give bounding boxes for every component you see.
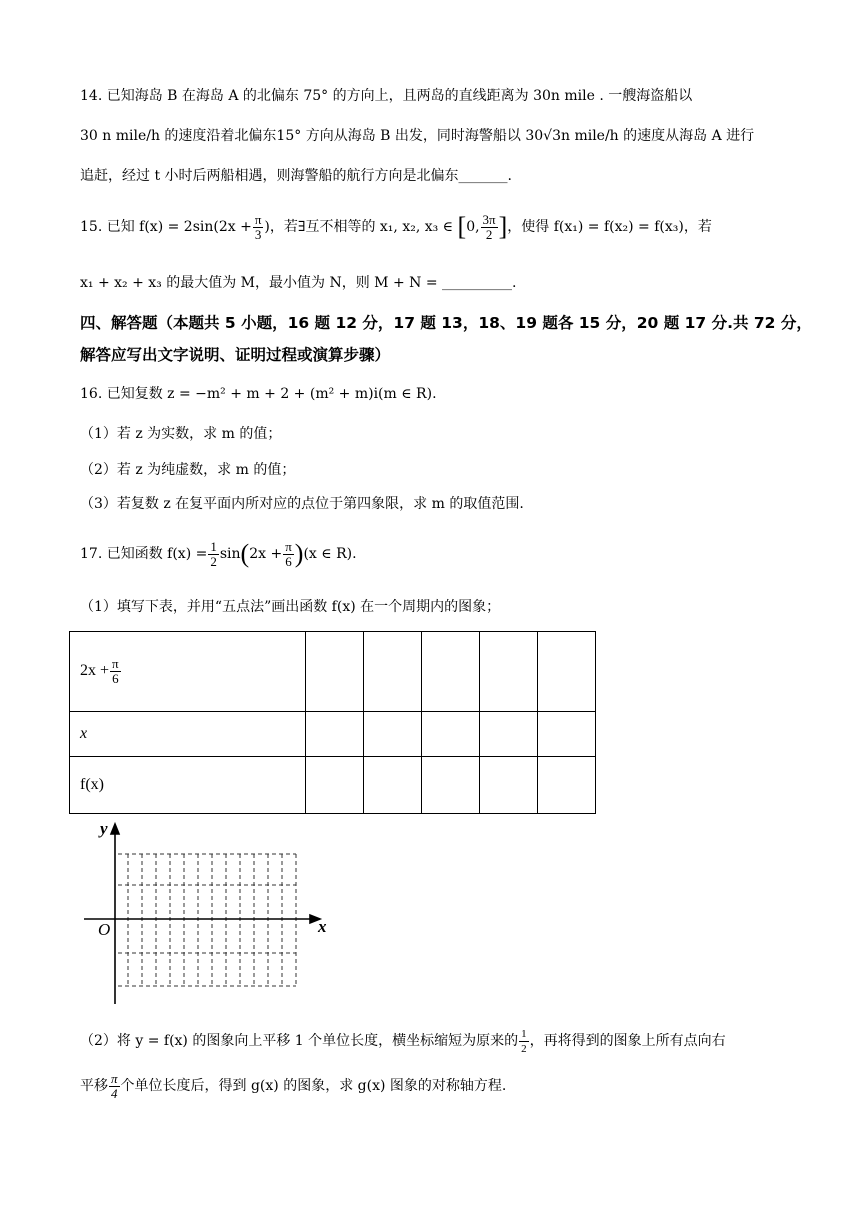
q17-part-2-pre: （2）将 y = f(x) 的图象向上平移 1 个单位长度，横坐标缩短为原来的 — [80, 1033, 519, 1049]
q16-part-1: （1）若 z 为实数，求 m 的值； — [80, 426, 282, 442]
q15-mid: )，若∃互不相等的 x₁, x₂, x₃ ∈ — [264, 219, 454, 235]
q15-post: ，使得 f(x₁) = f(x₂) = f(x₃)，若 — [507, 219, 712, 235]
table-cell[interactable] — [538, 712, 596, 757]
table-row — [70, 632, 596, 712]
q17-post: (x ∈ R). — [303, 546, 357, 562]
q15-pre: 15. 已知 f(x) = 2sin(2x + — [80, 219, 252, 235]
q17-half: $\frac{1}{2}$ — [210, 538, 217, 569]
axis-label-y: y — [100, 819, 108, 838]
five-point-table — [69, 631, 596, 814]
q16-stem: 16. 已知复数 z = −m² + m + 2 + (m² + m)i(m ∈ R). — [80, 386, 437, 402]
axis-label-x: x — [318, 917, 327, 936]
q17-part-3-pre: 平移 — [80, 1078, 108, 1094]
q17-part-2-line-1 — [80, 1026, 726, 1056]
table-cell[interactable] — [306, 757, 364, 814]
q17-pi-over-4: $\frac{\pi}{4}$ — [111, 1070, 118, 1101]
table-cell[interactable] — [538, 632, 596, 712]
q17-pi-over-6: $\frac{\pi}{6}$ — [285, 538, 292, 569]
q15-line-2: x₁ + x₂ + x₃ 的最大值为 M，最小值为 N，则 M + N = __________. — [80, 275, 517, 291]
q14-line-2: 30 n mile/h 的速度沿着北偏东15° 方向从海岛 B 出发，同时海警船以 30√3n mile/h 的速度从海岛 A 进行 — [80, 128, 755, 144]
q17-part-2-post: ，再将得到的图象上所有点向右 — [529, 1033, 726, 1049]
table-cell[interactable] — [364, 712, 422, 757]
section-4-heading-line-2: 解答应写出文字说明、证明过程或演算步骤） — [80, 346, 391, 364]
q17-part-1: （1）填写下表，并用“五点法”画出函数 f(x) 在一个周期内的图象； — [80, 599, 501, 615]
table-row — [70, 712, 596, 757]
q15-interval-left: 0, — [466, 219, 480, 235]
q17-part-3-post: 个单位长度后，得到 g(x) 的图象，求 g(x) 图象的对称轴方程. — [120, 1078, 507, 1094]
q15-line-1: 15. 已知 f(x) = 2sin(2x + $\frac{\pi}{3}$ )，若∃互不相等的 x₁, x₂, x₃ ∈ [0, $\frac{3\pi}{2}$ ]，使得 f(x₁) = f(x₂) = f(x₃)，若 — [80, 211, 712, 242]
coordinate-grid[interactable] — [84, 818, 334, 1008]
table-cell[interactable] — [480, 757, 538, 814]
table-cell[interactable] — [480, 632, 538, 712]
q17-pre: 17. 已知函数 f(x) = — [80, 546, 208, 562]
q16-part-2: （2）若 z 为纯虚数，求 m 的值； — [80, 462, 296, 478]
table-cell[interactable] — [480, 712, 538, 757]
table-cell[interactable] — [306, 712, 364, 757]
q16-part-3: （3）若复数 z 在复平面内所对应的点位于第四象限，求 m 的取值范围. — [80, 496, 524, 512]
section-4-heading-line-1: 四、解答题（本题共 5 小题，16 题 12 分，17 题 13，18、19 题各 15 分，20 题 17 分.共 72 分， — [80, 314, 812, 332]
table-cell[interactable] — [306, 632, 364, 712]
table-cell[interactable] — [538, 757, 596, 814]
q14-line-1: 14. 已知海岛 B 在海岛 A 的北偏东 75° 的方向上，且两岛的直线距离为 30n mile . 一艘海盗船以 — [80, 88, 693, 104]
q17-part-2-line-2 — [80, 1068, 506, 1104]
q17-stem: 17. 已知函数 f(x) = $\frac{1}{2}$ sin(2x + $\frac{\pi}{6}$ )(x ∈ R). — [80, 538, 357, 569]
table-row-header: x — [70, 712, 306, 757]
table-cell[interactable] — [422, 632, 480, 712]
table-cell[interactable] — [422, 712, 480, 757]
q14-line-3: 追赶，经过 t 小时后两船相遇，则海警船的航行方向是北偏东_______. — [80, 168, 512, 184]
q17-one-half: $\frac{1}{2}$ — [521, 1027, 527, 1055]
table-cell[interactable] — [364, 757, 422, 814]
q15-three-pi-over-2: $\frac{3\pi}{2}$ — [482, 211, 496, 242]
q15-pi-over-3: $\frac{\pi}{3}$ — [254, 211, 262, 242]
q17-inner: 2x + — [249, 546, 283, 562]
table-row-header: 2x + $\frac{\pi}{6}$ — [70, 632, 306, 712]
q17-sin: sin — [219, 546, 241, 562]
axis-origin: O — [98, 920, 111, 939]
table-cell[interactable] — [364, 632, 422, 712]
table-row — [70, 757, 596, 814]
table-cell[interactable] — [422, 757, 480, 814]
table-row-header: f(x) — [70, 757, 306, 814]
y-axis-arrow-icon — [111, 824, 119, 834]
